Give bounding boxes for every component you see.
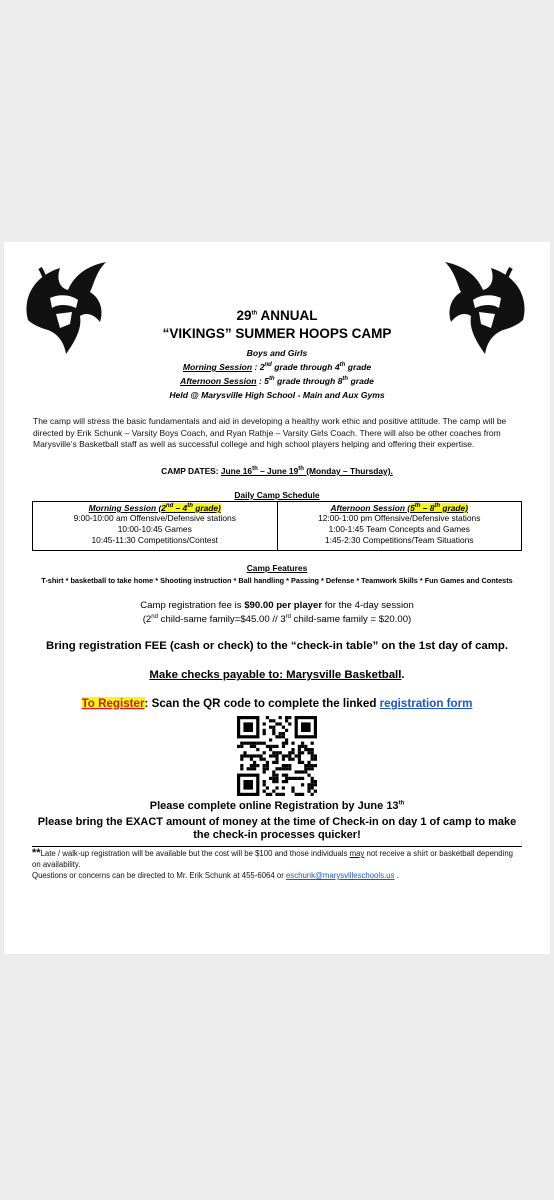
annual-title: 29th ANNUAL [236,308,318,323]
camp-title: “VIKINGS” SUMMER HOOPS CAMP [162,326,392,341]
intro-paragraph: The camp will stress the basic fundamentals and aid in developing a healthy work ethic and positive attitude. The camp will be directed by Erik Schunk – Varsity Boys Coach, and Ryan Rathje – Varsity Girls Coach. There will also be other coaches from Marysville’s Basketball staff as well as successful college and high school players helping and offering their expertise. [33,416,507,450]
morning-schedule-cell [33,502,278,551]
morning-session-line: Morning Session : 2nd grade through 4th grade [182,362,372,372]
bring-fee-note: Bring registration FEE (cash or check) to the “check-in table” on the 1st day of camp. [45,640,509,652]
registration-form-link[interactable]: registration form [379,697,473,710]
exact-money-note: Please bring the EXACT amount of money at the time of Check-in on day 1 of camp to make the check-in processes quicker! [37,816,517,841]
fee-line: Camp registration fee is $90.00 per player for the 4-day session [140,600,414,611]
held-location: Held @ Marysville High School - Main and Aux Gyms [169,390,385,400]
schedule-title: Daily Camp Schedule [234,490,320,500]
morning-schedule-heading: Morning Session (2nd – 4th grade) [88,503,221,513]
schedule-row: 1:45-2:30 Competitions/Team Situations [324,535,474,545]
registration-deadline: Please complete online Registration by June 13th [149,800,405,812]
divider [32,846,522,847]
fee-discount-line: (2nd child-same family=$45.00 // 3rd child-same family = $20.00) [142,613,412,625]
features-list: T-shirt * basketball to take home * Shooting instruction * Ball handling * Passing * Defense * Teamwork Skills * Fun Games and Contests [41,576,513,585]
schedule-row: 9:00-10:00 am Offensive/Defensive stations [73,513,236,523]
register-label: To Register [81,697,145,710]
questions-note: Questions or concerns can be directed to Mr. Erik Schunk at 455-6064 or eschunk@marysvilleschools.us . [32,871,399,880]
afternoon-schedule-heading: Afternoon Session (5th – 8th grade) [330,503,468,513]
payable-note: Make checks payable to: Marysville Basketball. [149,669,405,681]
schedule-table [32,501,522,551]
late-registration-note: **Late / walk-up registration will be available but the cost will be $100 and those individuals may not receive a shirt or basketball depending on availability. [32,847,513,869]
schedule-row: 12:00-1:00 pm Offensive/Defensive stations [318,513,481,523]
schedule-row: 10:00-10:45 Games [117,524,192,534]
camp-dates: CAMP DATES: June 16th – June 19th (Monday – Thursday). [161,466,393,476]
schedule-row: 10:45-11:30 Competitions/Contest [91,535,218,545]
boys-girls: Boys and Girls [246,348,308,358]
afternoon-schedule-cell [277,502,522,551]
register-line: To Register: Scan the QR code to complete the linked registration form [81,697,473,710]
qr-code-icon[interactable] [237,716,317,796]
afternoon-session-line: Afternoon Session : 5th grade through 8th grade [180,376,374,386]
features-title: Camp Features [246,563,308,573]
schedule-row: 1:00-1:45 Team Concepts and Games [328,524,470,534]
email-link[interactable]: eschunk@marysvilleschools.us [285,871,395,880]
